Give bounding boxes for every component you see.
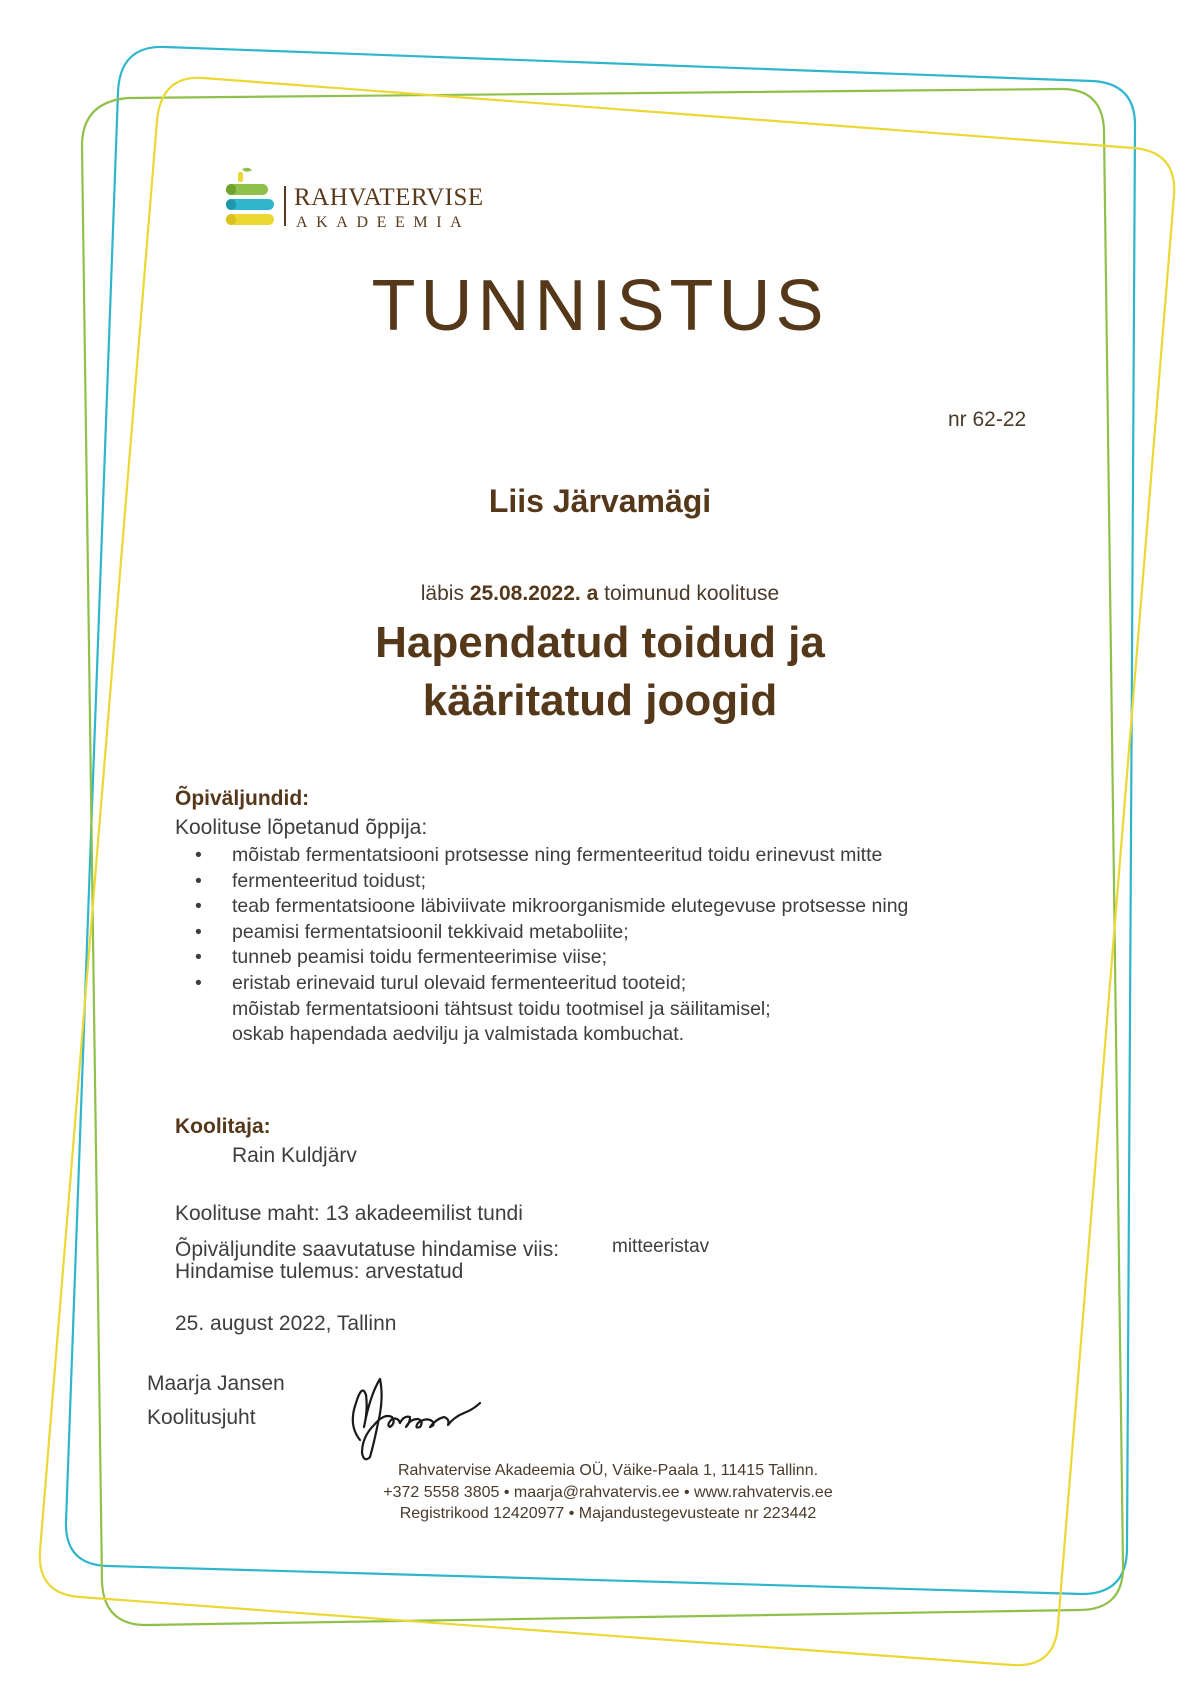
recipient-name: Liis Järvamägi (488, 483, 712, 519)
course-title (0, 614, 1200, 730)
logo (224, 166, 504, 238)
outcome-item: • mõistab fermentatsiooni protsesse ning fermenteeritud toidu erinevust mitte (195, 843, 908, 869)
signer-name: Maarja Jansen (147, 1372, 285, 1395)
footer-contacts: +372 5558 3805 • maarja@rahvatervis.ee • www.rahvatervis.ee (383, 1483, 833, 1501)
assessment-method-value: mitteeristav (612, 1236, 710, 1257)
outcome-item: oskab hapendada aedvilju ja valmistada kombuchat. (232, 1023, 685, 1046)
outcomes-heading: Õpiväljundid: (175, 787, 310, 810)
outcome-item: • fermenteeritud toidust; (195, 869, 908, 895)
trainer-name: Rain Kuldjärv (232, 1144, 357, 1167)
certificate-number: nr 62-22 (948, 408, 1027, 431)
footer-registration: Registrikood 12420977 • Majandustegevusteate nr 223442 (399, 1505, 817, 1522)
course-title-line2: kääritatud joogid (422, 676, 778, 725)
outcome-item: mõistab fermentatsiooni tähtsust toidu tootmisel ja säilitamisel; (232, 997, 771, 1020)
handwritten-signature (340, 1365, 510, 1465)
completion-suffix: toimunud koolituse (604, 582, 780, 605)
outcome-item: • eristab erinevaid turul olevaid fermenteeritud tooteid; (195, 971, 908, 997)
assessment-result: Hindamise tulemus: arvestatud (175, 1260, 464, 1283)
outcome-item: • tunneb peamisi toidu fermenteerimise viise; (195, 945, 908, 971)
completion-prefix: läbis (420, 582, 464, 605)
outcomes-intro: Koolituse lõpetanud õppija: (175, 816, 428, 839)
course-volume: Koolituse maht: 13 akadeemilist tundi (175, 1202, 523, 1225)
completion-statement (0, 582, 1200, 606)
place-date: 25. august 2022, Tallinn (175, 1312, 397, 1335)
assessment-method-label: Õpiväljundite saavutatuse hindamise viis: (175, 1238, 560, 1261)
course-title-line1: Hapendatud toidud ja (375, 618, 825, 667)
logo-text-line1: RAHVATERVISE (294, 184, 484, 211)
outcome-item: • peamisi fermentatsioonil tekkivaid metaboliite; (195, 920, 908, 946)
completion-date: 25.08.2022. a (469, 582, 599, 605)
signer-role: Koolitusjuht (147, 1406, 256, 1429)
logo-divider (284, 186, 286, 226)
trainer-heading: Koolitaja: (175, 1115, 271, 1138)
footer-address: Rahvatervise Akadeemia OÜ, Väike-Paala 1, 11415 Tallinn. (397, 1462, 819, 1479)
logo-text-line2: AKADEEMIA (296, 214, 471, 231)
footer-contact (0, 1460, 1200, 1525)
outcomes-list (195, 843, 908, 1048)
books-apple-logo-icon (224, 166, 284, 238)
outcome-item: • teab fermentatsioone läbiviivate mikroorganismide elutegevuse protsesse ning (195, 894, 908, 920)
document-title: TUNNISTUS (371, 266, 829, 346)
